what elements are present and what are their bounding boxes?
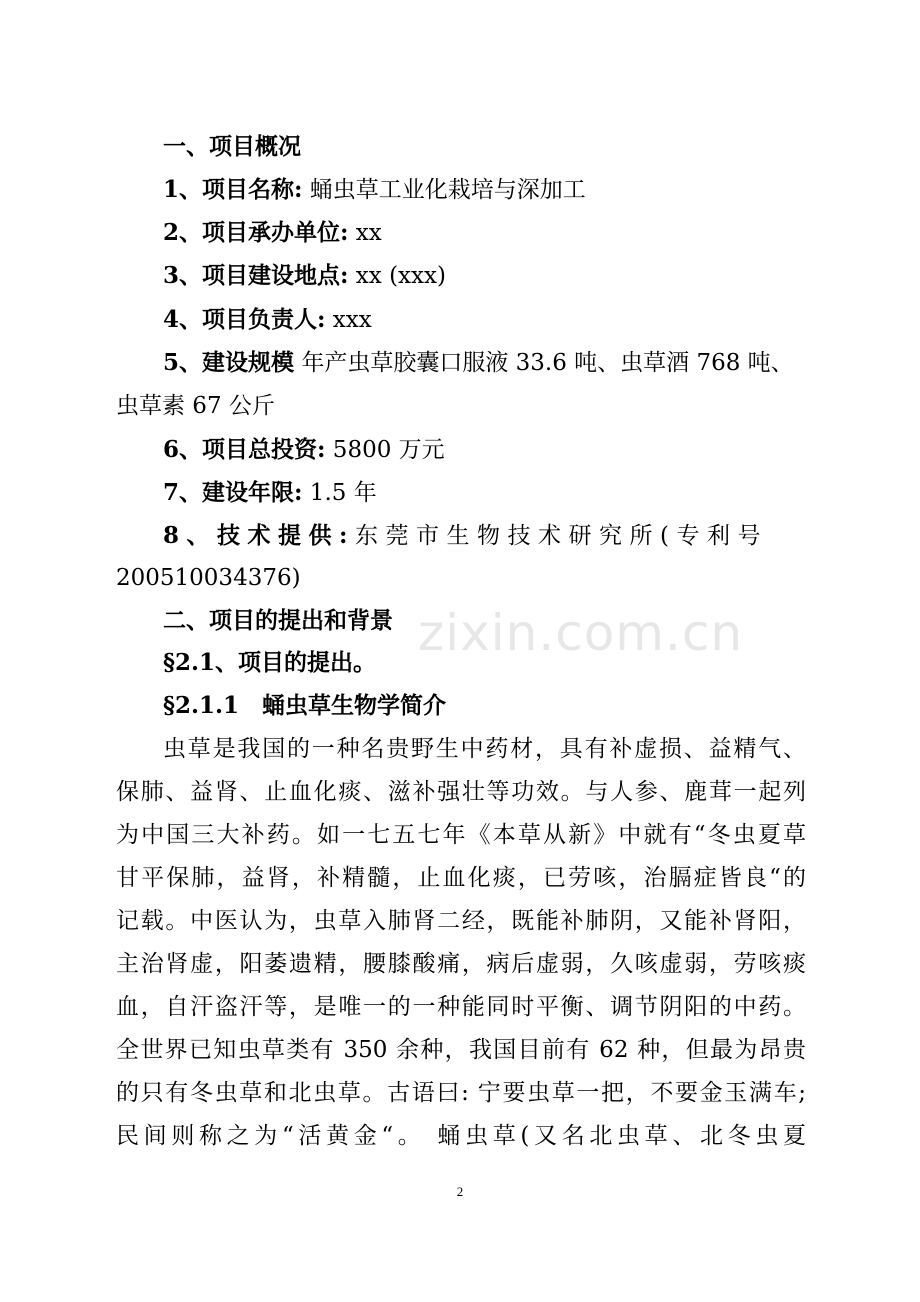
item-value: xxx [325, 307, 372, 333]
paragraph-line: 血，自汗盗汗等，是唯一的一种能同时平衡、调节阴阳的中药。 [116, 994, 806, 1020]
section-heading-2: 二、项目的提出和背景 [163, 607, 393, 634]
item-value: xx [348, 220, 382, 246]
item-label: 4、项目负责人: [163, 306, 326, 333]
item-label: 7、建设年限: [163, 479, 303, 506]
item-location [163, 261, 806, 291]
item-leader [163, 305, 806, 335]
paragraph-line: 全世界已知虫草类有 350 余种，我国目前有 62 种，但最为昂贵 [116, 1037, 806, 1063]
item-duration [163, 478, 806, 508]
item-host-unit [163, 218, 806, 248]
item-tech-provider [163, 521, 806, 551]
item-label: 1、项目名称: [163, 176, 303, 203]
item-investment [163, 435, 806, 465]
paragraph-line: 民间则称之为“活黄金“。 蛹虫草(又名北虫草、北冬虫夏 [116, 1123, 806, 1149]
item-value: 5800 万元 [325, 437, 445, 463]
paragraph-line: 甘平保肺，益肾，补精髓，止血化痰，已劳咳，治膈症皆良“的 [116, 865, 806, 891]
item-tech-provider-continued: 200510034376) [116, 565, 301, 591]
paragraph-line: 记载。中医认为，虫草入肺肾二经，既能补肺阴，又能补肾阳， [116, 908, 806, 934]
item-label: 3、项目建设地点: [163, 262, 349, 289]
section-heading-2-1-1: §2.1.1 蛹虫草生物学简介 [163, 692, 447, 719]
paragraph-line: 为中国三大补药。如一七五七年《本草从新》中就有“冬虫夏草 [116, 822, 806, 848]
item-value: 1.5 年 [302, 480, 377, 506]
page-number: 2 [456, 1184, 464, 1199]
paragraph-line: 保肺、益肾、止血化痰、滋补强壮等功效。与人参、鹿茸一起列 [116, 779, 806, 805]
paragraph-line: 虫草是我国的一种名贵野生中药材，具有补虚损、益精气、 [163, 736, 806, 762]
item-label: 8、技术提供: [163, 522, 355, 549]
item-scale [163, 348, 806, 378]
paragraph-line: 的只有冬虫草和北虫草。古语曰: 宁要虫草一把，不要金玉满车; [116, 1080, 806, 1106]
watermark: zixin.com.cn [418, 604, 744, 662]
item-label: 5、建设规模 [163, 349, 295, 376]
item-value: 年产虫草胶囊口服液 33.6 吨、虫草酒 768 吨、 [294, 350, 794, 376]
item-label: 6、项目总投资: [163, 436, 326, 463]
item-label: 2、项目承办单位: [163, 219, 349, 246]
item-scale-continued: 虫草素 67 公斤 [116, 393, 275, 419]
section-heading-2-1: §2.1、项目的提出。 [163, 649, 377, 676]
paragraph-line: 主治肾虚，阳萎遗精，腰膝酸痛，病后虚弱，久咳虚弱，劳咳痰 [116, 951, 806, 977]
item-project-name [163, 175, 806, 205]
section-heading-1: 一、项目概况 [163, 133, 301, 160]
item-value: 蛹虫草工业化栽培与深加工 [302, 177, 586, 203]
item-value: xx (xxx) [348, 263, 446, 289]
item-value: 东莞市生物技术研究所(专利号 [355, 523, 768, 549]
